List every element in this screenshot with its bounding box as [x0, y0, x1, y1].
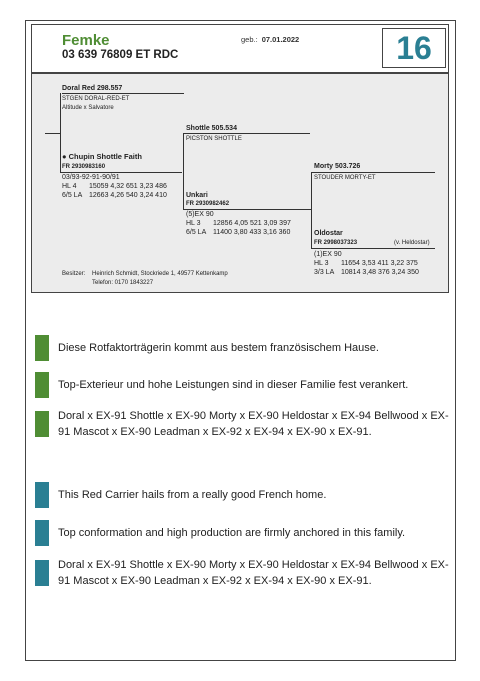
grandsire-parents: Altitude x Salvatore: [62, 105, 114, 111]
pedigree-line: [60, 172, 182, 173]
granddam-lactation-row: [186, 220, 291, 229]
german-note: Doral x EX-91 Shottle x EX-90 Morty x EX-90 Heldostar x EX-94 Bellwood x EX-91 Mascot x EX-90 Leadman x EX-92 x EX-94 x EX-90 x EX-91.: [58, 410, 449, 438]
dam-bullet-icon: ●: [62, 152, 67, 161]
german-note-marker: [35, 372, 49, 398]
birth-date-value: 07.01.2022: [261, 35, 300, 44]
dam-name: [62, 153, 142, 162]
great-granddam-lactation-row: [314, 269, 419, 278]
great-granddam-lactation-row: [314, 260, 418, 269]
granddam-row2-values: 11400 3,80 433 3,16 360: [213, 229, 291, 236]
sire-name: Shottle 505.534: [186, 125, 237, 132]
dam-row2-values: 12663 4,26 540 3,24 410: [89, 192, 167, 199]
pedigree-line: [45, 133, 60, 134]
birth-date: [241, 35, 299, 44]
pedigree-line: [60, 93, 61, 173]
dam-reg: FR 2930983160: [62, 164, 106, 170]
grandsire-name: Doral Red 298.557: [62, 85, 123, 92]
owner-line: [62, 270, 228, 278]
german-note-marker: [35, 335, 49, 361]
english-note-marker: [35, 520, 49, 546]
pedigree-line: [311, 172, 312, 248]
granddam-classification: (5)EX 90: [186, 211, 214, 218]
great-granddam-classification: (1)EX 90: [314, 251, 342, 258]
english-note: Top conformation and high production are firmly anchored in this family.: [58, 527, 406, 539]
owner-phone: Telefon: 0170 1843227: [92, 280, 154, 286]
granddam-lactation-row: [186, 229, 290, 238]
dam-classification: 03/93-92-91-90/91: [62, 174, 120, 181]
dam-name-text: Chupin Shottle Faith: [68, 152, 142, 161]
great-granddam-name: Oldostar: [314, 230, 343, 237]
dam-lactation-row: [62, 192, 167, 201]
pedigree-line: [183, 209, 311, 210]
great-granddam-row1-values: 11654 3,53 411 3,22 375: [341, 260, 418, 267]
english-note-marker: [35, 482, 49, 508]
great-granddam-row2-label: 3/3 LA: [314, 269, 335, 276]
great-granddam-row2-values: 10814 3,48 376 3,24 350: [341, 269, 419, 276]
granddam-sire-full-name: STOUDER MORTY-ET: [314, 175, 376, 181]
owner-address: Heinrich Schmidt, Stockriede 1, 49577 Kettenkamp: [92, 271, 228, 277]
english-note: Doral x EX-91 Shottle x EX-90 Morty x EX-90 Heldostar x EX-94 Bellwood x EX-91 Mascot x EX-90 Leadman x EX-92 x EX-94 x EX-90 x EX-91.: [58, 559, 449, 587]
sire-full-name: PICSTON SHOTTLE: [186, 136, 242, 142]
animal-name: Femke: [62, 32, 110, 49]
catalog-number: 16: [396, 30, 432, 66]
english-note: This Red Carrier hails from a really good French home.: [58, 489, 327, 501]
great-granddam-sire-note: (v. Heldostar): [394, 240, 430, 246]
dam-row2-label: 6/5 LA: [62, 192, 83, 199]
dam-lactation-row: [62, 183, 167, 192]
dam-row1-label: HL 4: [62, 183, 77, 190]
pedigree-line: [311, 172, 435, 173]
granddam-name: Unkari: [186, 192, 208, 199]
birth-date-label: geb.:: [241, 35, 258, 44]
pedigree-line: [183, 133, 184, 209]
english-note-marker: [35, 560, 49, 586]
granddam-sire-name: Morty 503.726: [314, 163, 361, 170]
granddam-row2-label: 6/5 LA: [186, 229, 207, 236]
great-granddam-reg: FR 2998037323: [314, 240, 358, 246]
german-note: Top-Exterieur und hohe Leistungen sind in dieser Familie fest verankert.: [58, 379, 409, 391]
owner-label: Besitzer:: [62, 271, 86, 277]
german-note-marker: [35, 411, 49, 437]
animal-id: 03 639 76809 ET RDC: [62, 49, 179, 61]
granddam-reg: FR 2930982462: [186, 201, 230, 207]
granddam-row1-values: 12856 4,05 521 3,09 397: [213, 220, 291, 227]
granddam-row1-label: HL 3: [186, 220, 201, 227]
grandsire-full-name: STGEN DORAL-RED-ET: [62, 96, 130, 102]
german-note: Diese Rotfaktorträgerin kommt aus bestem französischem Hause.: [58, 342, 379, 354]
great-granddam-row1-label: HL 3: [314, 260, 329, 267]
pedigree-line: [311, 248, 435, 249]
dam-row1-values: 15059 4,32 651 3,23 486: [89, 183, 167, 190]
